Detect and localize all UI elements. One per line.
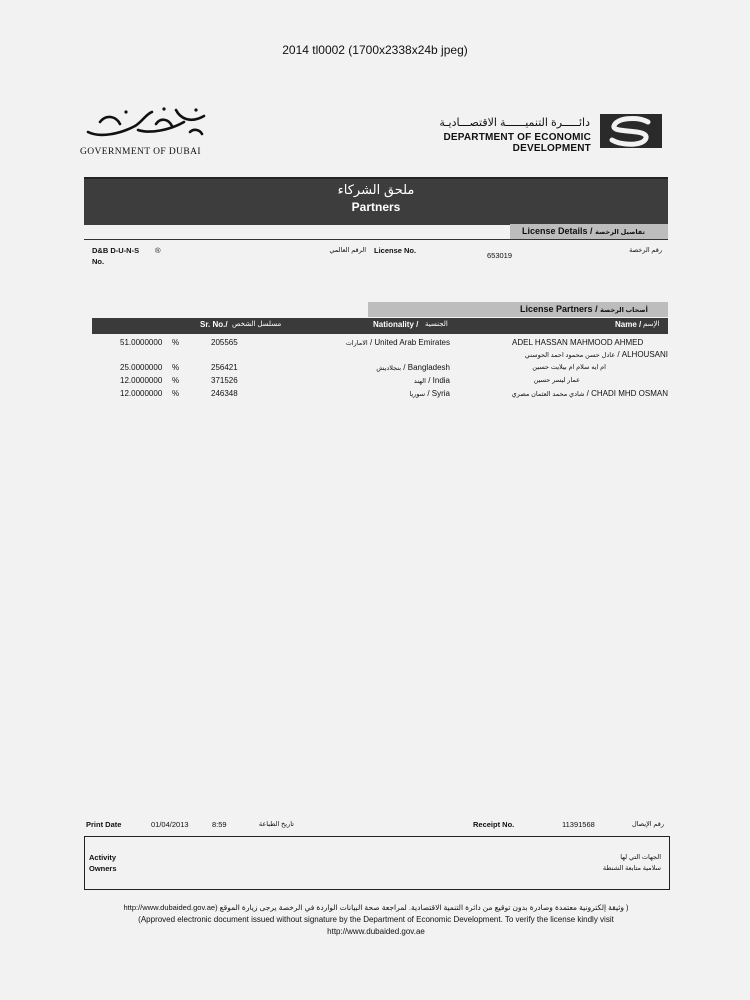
serial-number: 246348 xyxy=(211,389,238,398)
column-nationality-arabic: الجنسية xyxy=(425,321,448,328)
partner-name: CHADI MHD OSMAN xyxy=(591,389,668,398)
dubai-calligraphy-icon xyxy=(80,104,210,140)
percent-sign: % xyxy=(172,376,180,385)
table-row xyxy=(92,388,668,402)
activity-owners-box xyxy=(84,836,670,890)
column-srno: Sr. No./ xyxy=(200,320,228,329)
nationality-cell: الامارات / United Arab Emirates xyxy=(345,338,450,347)
license-no-label: License No. xyxy=(374,246,417,255)
partner-name-cont: ALHOUSANI xyxy=(621,350,668,359)
license-partners-label-arabic: أصحاب الرخصة xyxy=(600,307,648,314)
nationality-cell: الهند / India xyxy=(413,376,450,385)
percent-sign: % xyxy=(172,389,180,398)
license-no-value: 653019 xyxy=(487,251,513,260)
scan-caption: 2014 tl0002 (1700x2338x24b jpeg) xyxy=(282,43,468,57)
ded-logo-icon xyxy=(600,114,662,148)
title-arabic: ملحق الشركاء xyxy=(337,182,415,197)
duns-label: D&B D-U-N-S xyxy=(92,246,140,255)
partner-name-arabic: عمار ليسر حسين xyxy=(533,377,580,384)
nationality-arabic: سوريا xyxy=(409,391,426,398)
table-row xyxy=(92,362,668,376)
document-title: Partners xyxy=(351,200,401,214)
serial-number: 205565 xyxy=(211,338,238,347)
nationality: India xyxy=(432,376,450,385)
print-time: 8:59 xyxy=(212,820,227,829)
license-details-tab: License Details / تفاصيل الرخصة xyxy=(510,224,668,239)
divider xyxy=(84,239,668,240)
share-value: 12.0000000 xyxy=(120,389,163,398)
license-details-label: License Details xyxy=(522,226,588,236)
department-name-arabic: دائـــــرة التنميــــــة الاقتصـــاديـة xyxy=(439,117,590,129)
nationality: Syria xyxy=(431,389,450,398)
partner-name-arabic: شادي محمد العثمان مصري xyxy=(511,391,585,398)
share-value: 51.0000000 xyxy=(120,338,163,347)
approval-note-arabic: ( وثيقة إلكترونية معتمدة وصادرة بدون توقيع من دائرة التنمية الاقتصادية. لمراجعة صحة البيانات الواردة في الرخصة يرجى زيارة الموقع (http://www.dubaided.gov.ae xyxy=(123,903,629,912)
receipt-label: Receipt No. xyxy=(473,820,515,829)
percent-sign: % xyxy=(172,363,180,372)
table-row xyxy=(92,375,668,389)
partner-name-cell: شادي محمد العثمان مصري / CHADI MHD OSMAN xyxy=(511,389,668,398)
print-date: 01/04/2013 xyxy=(151,820,189,829)
government-of-dubai-logo xyxy=(80,104,210,157)
column-srno-arabic: مسلسل الشخص xyxy=(232,321,282,328)
nationality-cell: بنجلاديش / Bangladesh xyxy=(376,363,450,372)
print-date-arabic: تاريخ الطباعة xyxy=(258,821,294,828)
column-name: Name / xyxy=(615,320,642,329)
nationality-arabic: الهند xyxy=(413,378,426,385)
duns-symbol: ® xyxy=(155,246,161,255)
license-details-label-arabic: تفاصيل الرخصة xyxy=(595,229,645,236)
license-partners-label: License Partners xyxy=(520,304,593,314)
department-name: DEPARTMENT OF ECONOMIC DEVELOPMENT xyxy=(443,132,591,154)
partner-name-cell: عادل حسن محمود احمد الحوسني / ALHOUSANI xyxy=(524,350,668,359)
print-date-label: Print Date xyxy=(86,820,122,829)
serial-number: 256421 xyxy=(211,363,238,372)
duns-no-label: No. xyxy=(92,257,105,266)
owners-label-arabic: سلامية متابعة الشنطة xyxy=(602,865,661,872)
table-row-continued xyxy=(92,349,668,363)
document-title-band xyxy=(84,177,668,225)
column-name-arabic: الإسم xyxy=(643,321,660,328)
trade-number-arabic: الرقم العالمي xyxy=(329,247,366,254)
nationality: United Arab Emirates xyxy=(374,338,450,347)
column-nationality: Nationality / xyxy=(373,320,419,329)
activity-label: Activity xyxy=(89,853,117,862)
share-value: 12.0000000 xyxy=(120,376,163,385)
receipt-arabic: رقم الإيصال xyxy=(631,821,664,828)
partner-name-arabic: عادل حسن محمود احمد الحوسني xyxy=(524,352,616,359)
partners-table-header xyxy=(92,318,668,334)
share-value: 25.0000000 xyxy=(120,363,163,372)
nationality-arabic: بنجلاديش xyxy=(376,365,402,372)
verification-url[interactable]: http://www.dubaided.gov.ae xyxy=(327,927,425,936)
approval-note xyxy=(84,902,668,938)
partner-name-arabic: ام ايه سلام ام بيلايت حسين xyxy=(532,364,606,371)
license-partners-tab: License Partners / أصحاب الرخصة xyxy=(368,302,668,317)
serial-number: 371526 xyxy=(211,376,238,385)
nationality-arabic: الامارات xyxy=(345,340,368,347)
receipt-number: 11391568 xyxy=(562,820,595,829)
government-name: GOVERNMENT OF DUBAI xyxy=(80,147,201,157)
percent-sign: % xyxy=(172,338,180,347)
nationality: Bangladesh xyxy=(407,363,450,372)
approval-note-english: (Approved electronic document issued without signature by the Department of Economic Development. To verify the license kindly visit xyxy=(138,915,614,924)
license-no-arabic: رقم الرخصة xyxy=(629,247,662,254)
nationality-cell: سوريا / Syria xyxy=(409,389,450,398)
owners-label: Owners xyxy=(89,864,117,873)
activity-label-arabic: الجهات التي لها xyxy=(620,854,661,861)
partner-name: ADEL HASSAN MAHMOOD AHMED xyxy=(512,338,644,347)
